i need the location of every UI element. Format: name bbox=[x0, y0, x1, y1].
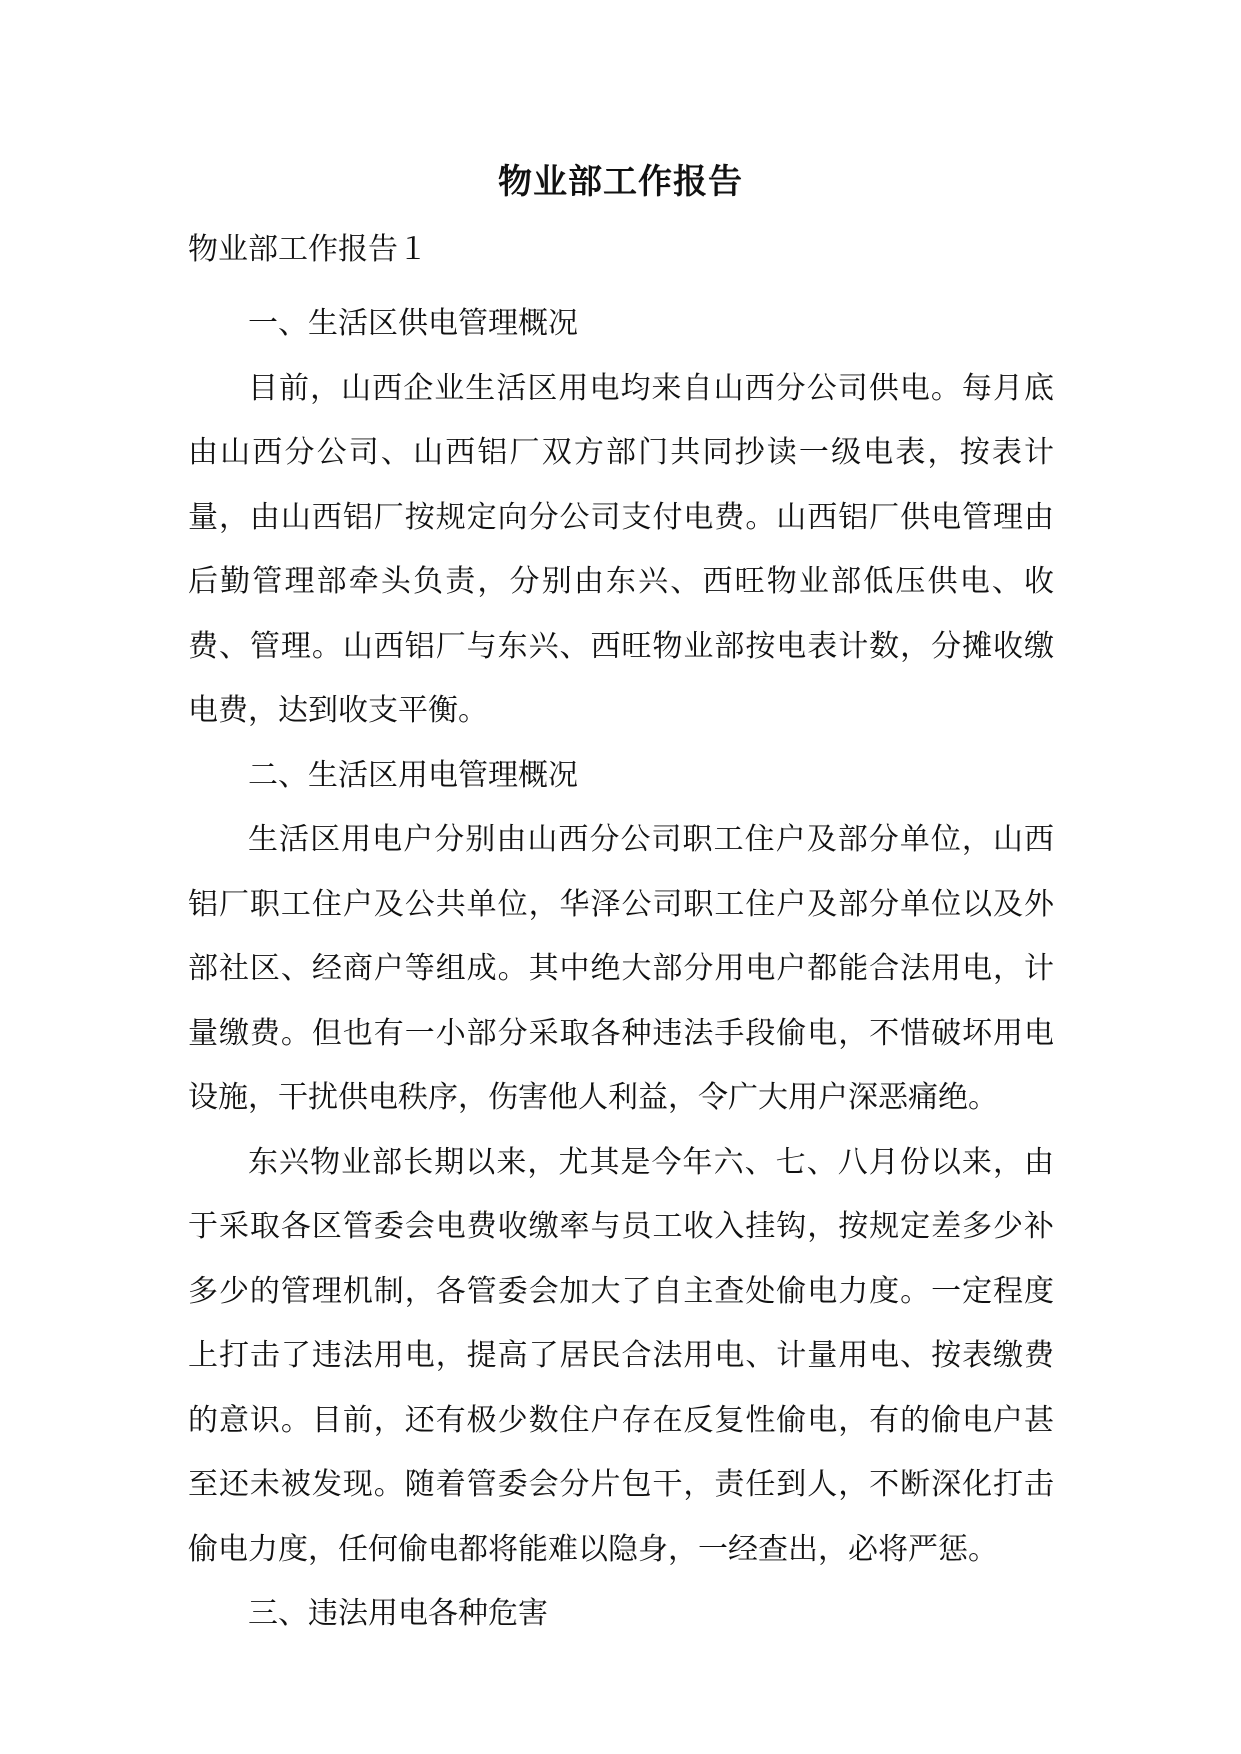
body-paragraph: 目前，山西企业生活区用电均来自山西分公司供电。每月底由山西分公司、山西铝厂双方部门共同抄读一级电表，按表计量，由山西铝厂按规定向分公司支付电费。山西铝厂供电管理由后勤管理部牵头负责，分别由东兴、西旺物业部低压供电、收费、管理。山西铝厂与东兴、西旺物业部按电表计数，分摊收缴电费，达到收支平衡。 bbox=[188, 370, 1054, 728]
section-heading: 三、违法用电各种危害 bbox=[248, 1596, 548, 1631]
section-heading: 二、生活区用电管理概况 bbox=[248, 757, 578, 793]
body-paragraph: 生活区用电户分别由山西分公司职工住户及部分单位，山西铝厂职工住户及公共单位，华泽公司职工住户及部分单位以及外部社区、经商户等组成。其中绝大部分用电户都能合法用电，计量缴费。但也有一小部分采取各种违法手段偷电，不惜破坏用电设施，干扰供电秩序，伤害他人利益，令广大用户深恶痛绝。 bbox=[188, 822, 1054, 1115]
section-heading: 一、生活区供电管理概况 bbox=[248, 306, 578, 341]
document-title: 物业部工作报告 bbox=[498, 162, 743, 202]
document-subtitle: 物业部工作报告１ bbox=[188, 232, 428, 267]
document-body bbox=[188, 292, 1054, 1647]
body-paragraph: 东兴物业部长期以来，尤其是今年六、七、八月份以来，由于采取各区管委会电费收缴率与员工收入挂钩，按规定差多少补多少的管理机制，各管委会加大了自主查处偷电力度。一定程度上打击了违法用电，提高了居民合法用电、计量用电、按表缴费的意识。目前，还有极少数住户存在反复性偷电，有的偷电户甚至还未被发现。随着管委会分片包干，责任到人，不断深化打击偷电力度，任何偷电都将能难以隐身，一经查出，必将严惩。 bbox=[188, 1144, 1054, 1567]
